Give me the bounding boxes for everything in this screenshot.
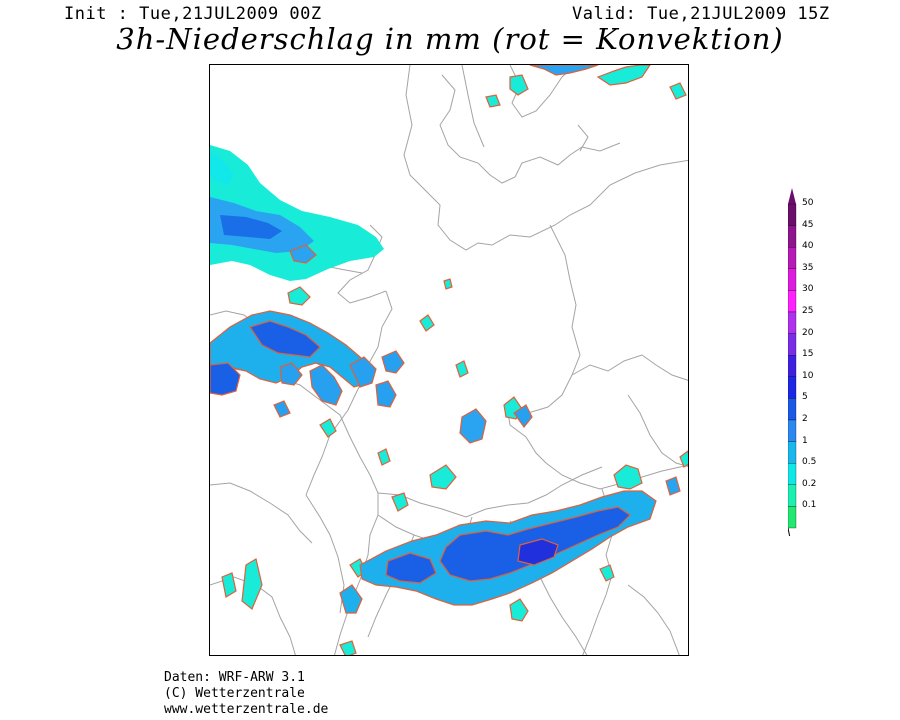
legend-label: 10 bbox=[802, 370, 814, 381]
legend-swatch bbox=[788, 398, 796, 420]
credits-block bbox=[164, 670, 328, 718]
legend-swatch bbox=[788, 269, 796, 291]
legend-label: 0.5 bbox=[802, 457, 817, 468]
legend-swatch bbox=[788, 247, 796, 269]
precipitation-map bbox=[209, 64, 689, 656]
legend-colorbar bbox=[788, 186, 802, 536]
legend-swatch bbox=[788, 290, 796, 312]
legend-label: 15 bbox=[802, 349, 814, 360]
precipitation-fields bbox=[210, 65, 689, 656]
legend-label: 2 bbox=[802, 414, 808, 424]
legend-swatch bbox=[788, 355, 796, 377]
precipitation-legend bbox=[788, 186, 848, 536]
legend-swatch bbox=[788, 312, 796, 334]
legend-swatch bbox=[788, 506, 796, 528]
legend-label: 40 bbox=[802, 241, 814, 252]
legend-label: 20 bbox=[802, 327, 814, 338]
legend-label: 30 bbox=[802, 284, 814, 295]
legend-label: 5 bbox=[802, 392, 808, 403]
legend-swatch bbox=[788, 485, 796, 507]
legend-swatch bbox=[788, 334, 796, 356]
legend-label: 1 bbox=[802, 435, 808, 446]
legend-swatch bbox=[788, 463, 796, 485]
map-canvas bbox=[210, 65, 689, 656]
legend-swatch bbox=[788, 204, 796, 226]
map-title: 3h-Niederschlag in mm (rot = Konvektion) bbox=[116, 22, 784, 56]
credit-data-source: Daten: WRF-ARW 3.1 bbox=[164, 670, 305, 685]
legend-tail bbox=[788, 528, 792, 536]
legend-swatch bbox=[788, 420, 796, 442]
legend-label: 50 bbox=[802, 198, 814, 208]
legend-label: 45 bbox=[802, 219, 814, 230]
legend-label: 35 bbox=[802, 262, 814, 273]
credit-website: www.wetterzentrale.de bbox=[164, 702, 329, 717]
valid-time-label: Valid: Tue,21JUL2009 15Z bbox=[572, 4, 830, 24]
init-time-label: Init : Tue,21JUL2009 00Z bbox=[64, 4, 322, 24]
legend-swatch bbox=[788, 442, 796, 464]
legend-arrow-top bbox=[788, 188, 796, 204]
legend-swatch bbox=[788, 377, 796, 399]
legend-swatch bbox=[788, 226, 796, 248]
legend-label: 0.2 bbox=[802, 478, 817, 489]
legend-label: 0.1 bbox=[802, 500, 817, 511]
credit-copyright: (C) Wetterzentrale bbox=[164, 686, 305, 701]
legend-label: 25 bbox=[802, 306, 814, 316]
